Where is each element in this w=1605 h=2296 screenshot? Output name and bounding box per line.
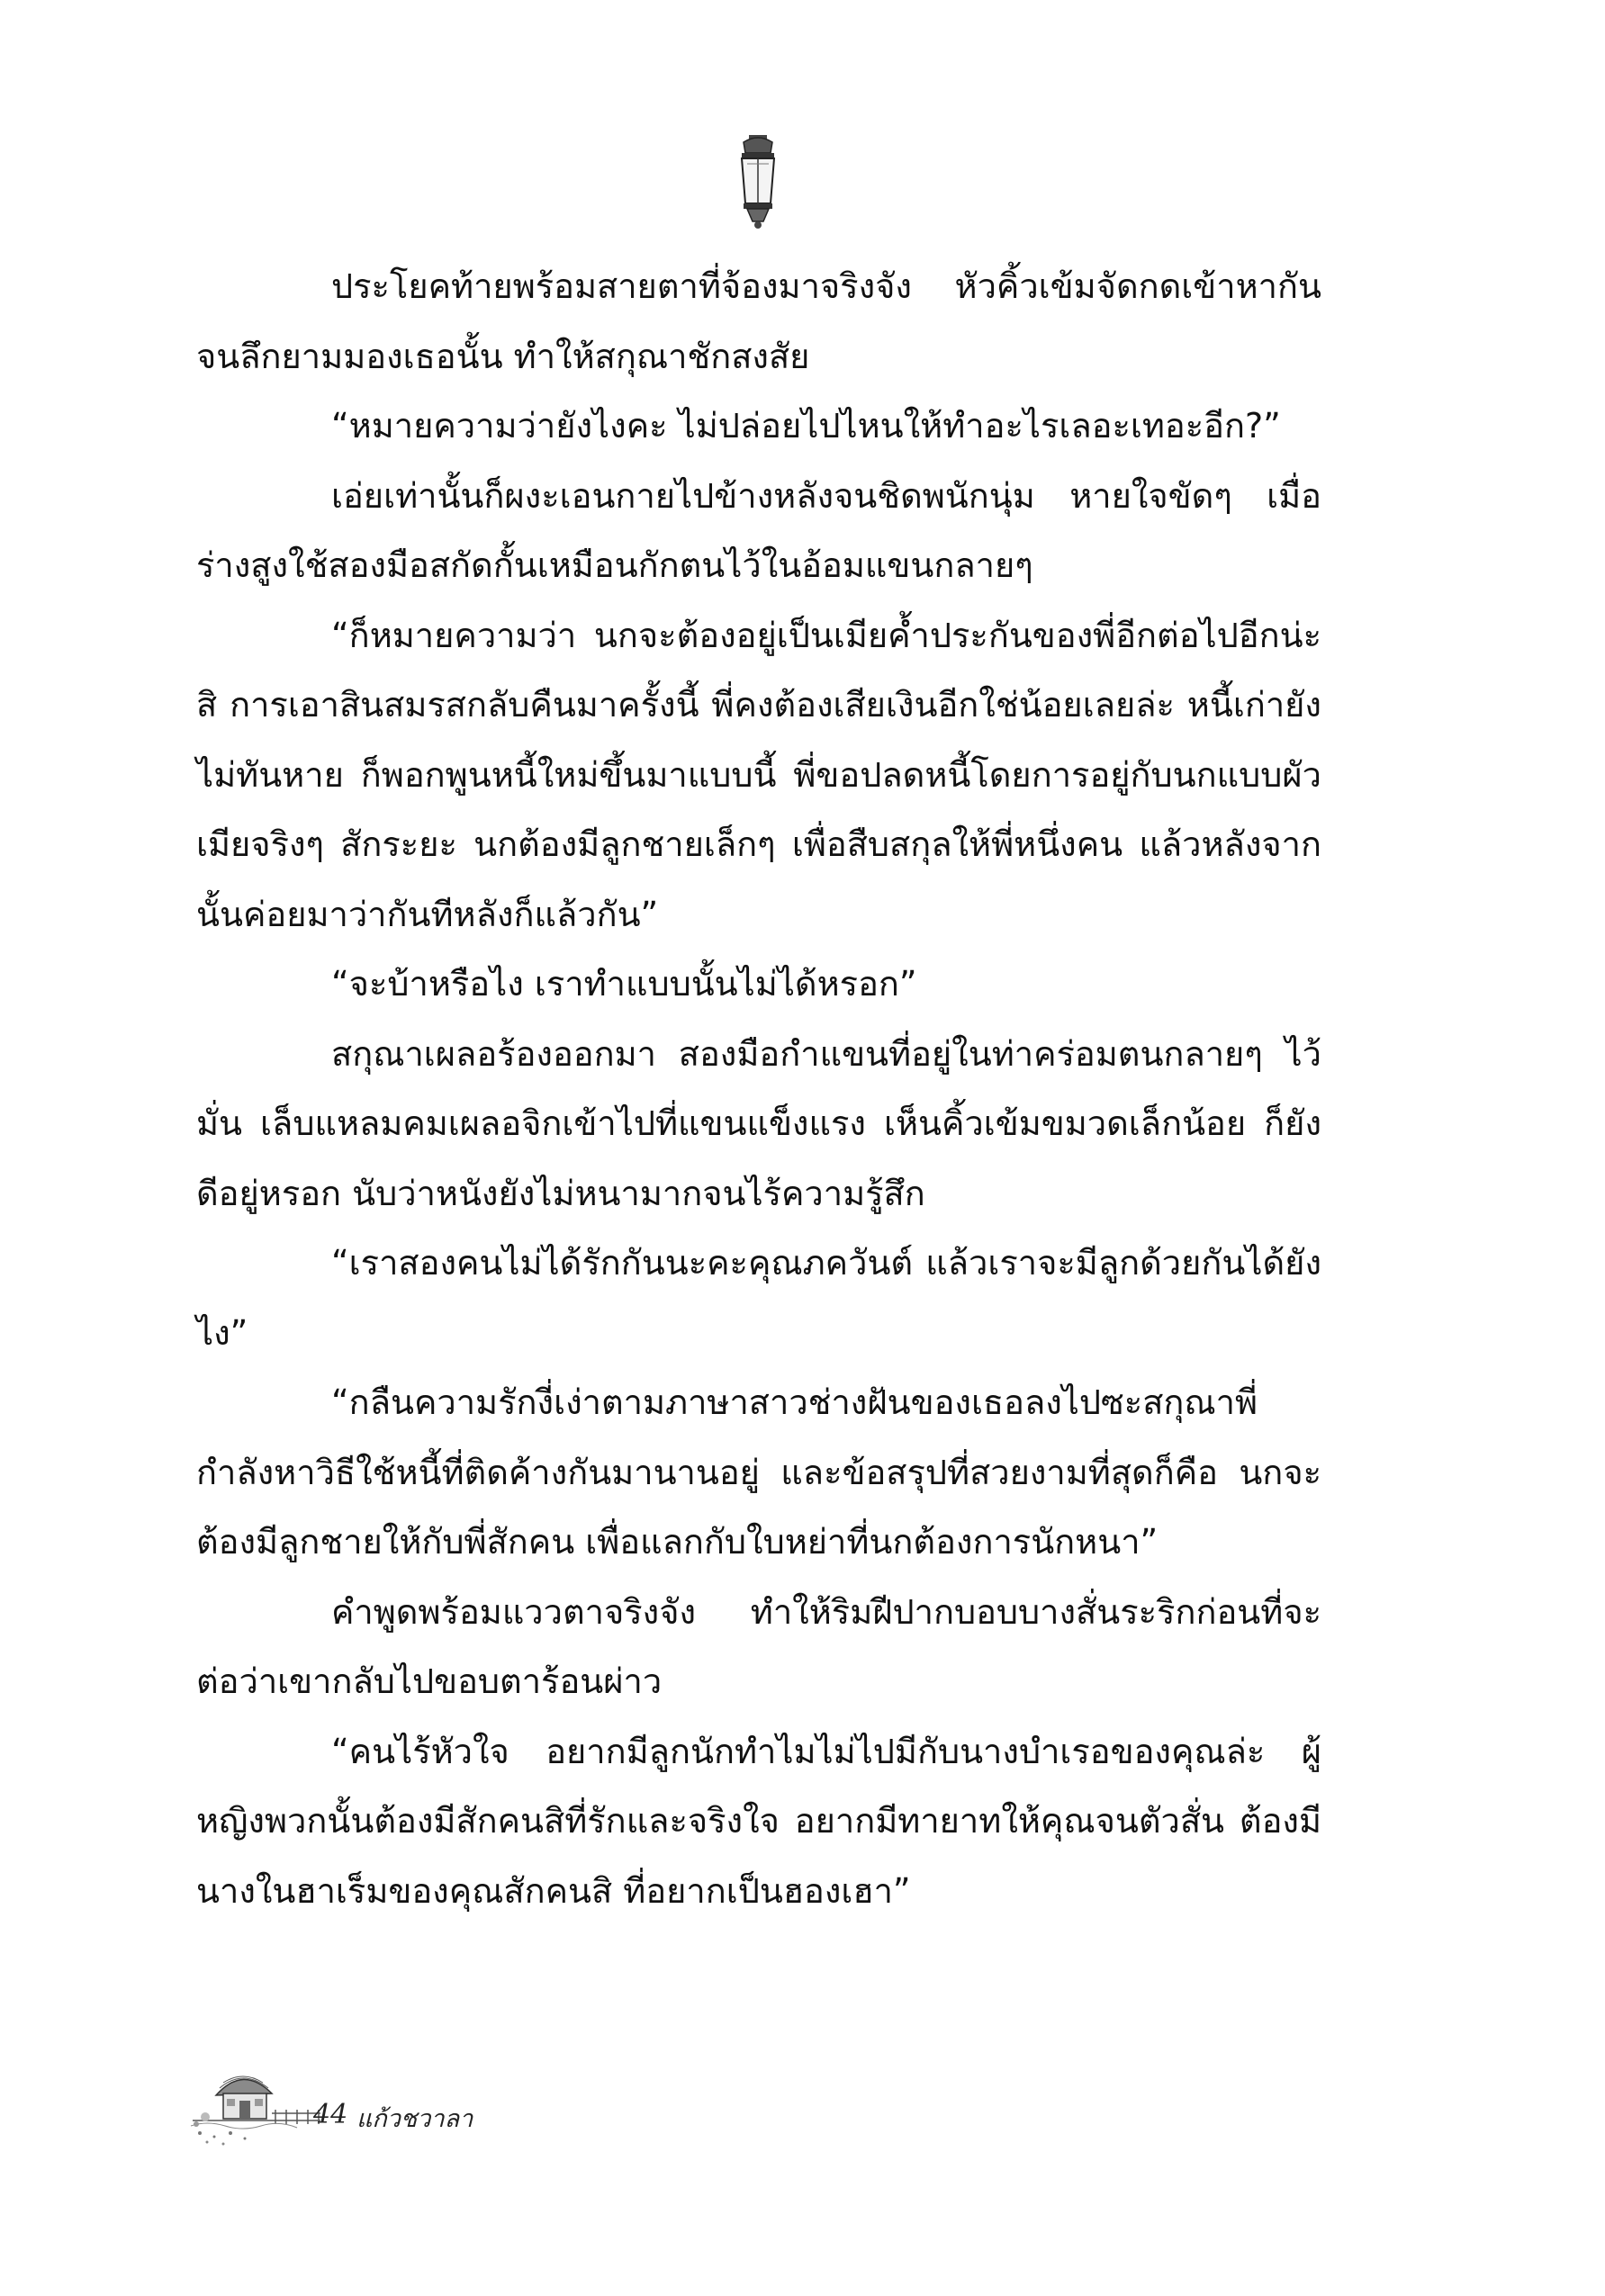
page-footer — [189, 2061, 567, 2151]
paragraph: “เราสองคนไม่ได้รักกันนะคะคุณภควันต์ แล้วเราจะมีลูกด้วยกันได้ยังไง” — [196, 1243, 1321, 1353]
book-title: แก้วชวาลา — [356, 2105, 473, 2133]
paragraph: “หมายความว่ายังไงคะ ไม่ปล่อยไปไหนให้ทำอะไรเลอะเทอะอีก?” — [331, 406, 1281, 446]
cottage-illustration-icon — [189, 2061, 324, 2147]
paragraph: “คนไร้หัวใจ อยากมีลูกนักทำไมไม่ไปมีกับนางบำเรอของคุณล่ะ ผู้หญิงพวกนั้นต้องมีสักคนสิที่รักและจริงใจ อยากมีทายาทให้คุณจนตัวสั่น ต้องมีนางในฮาเร็มของคุณสักคนสิ ที่อยากเป็นฮองเฮา” — [196, 1731, 1321, 1911]
lantern-ornament-icon — [731, 133, 785, 232]
paragraph: “กลืนความรักงี่เง่าตามภาษาสาวช่างฝันของเธอลงไปซะสกุณาพี่กำลังหาวิธีใช้หนี้ที่ติดค้างกันมานานอยู่ และข้อสรุปที่สวยงามที่สุดก็คือ นกจะต้องมีลูกชายให้กับพี่สักคน เพื่อแลกกับใบหย่าที่นกต้องการนักหนา” — [196, 1382, 1321, 1562]
paragraph: คำพูดพร้อมแววตาจริงจัง ทำให้ริมฝีปากบอบบางสั่นระริกก่อนที่จะต่อว่าเขากลับไปขอบตาร้อนผ่าว — [196, 1591, 1321, 1701]
paragraph: “ก็หมายความว่า นกจะต้องอยู่เป็นเมียค้ำประกันของพี่อีกต่อไปอีกน่ะสิ การเอาสินสมรสกลับคืนมาครั้งนี้ พี่คงต้องเสียเงินอีกใช่น้อยเลยล่ะ หนี้เก่ายังไม่ทันหาย ก็พอกพูนหนี้ใหม่ขึ้นมาแบบนี้ พี่ขอปลดหนี้โดยการอยู่กับนกแบบผัวเมียจริงๆ สักระยะ นกต้องมีลูกชายเล็กๆ เพื่อสืบสกุลให้พี่หนึ่งคน แล้วหลังจากนั้นค่อยมาว่ากันทีหลังก็แล้วกัน” — [196, 615, 1321, 934]
paragraph: “จะบ้าหรือไง เราทำแบบนั้นไม่ได้หรอก” — [331, 964, 917, 1004]
paragraph: สกุณาเผลอร้องออกมา สองมือกำแขนที่อยู่ในท่าคร่อมตนกลายๆ ไว้มั่น เล็บแหลมคมเผลอจิกเข้าไปที่แขนแข็งแรง เห็นคิ้วเข้มขมวดเล็กน้อย ก็ยังดีอยู่หรอก นับว่าหนังยังไม่หนามากจนไร้ความรู้สึก — [196, 1033, 1321, 1213]
page-number: 44 — [313, 2099, 348, 2130]
body-text — [196, 252, 1321, 1926]
paragraph: ประโยคท้ายพร้อมสายตาที่จ้องมาจริงจัง หัวคิ้วเข้มจัดกดเข้าหากันจนลึกยามมองเธอนั้น ทำให้สกุณาชักสงสัย — [196, 266, 1321, 376]
paragraph: เอ่ยเท่านั้นก็ผงะเอนกายไปข้างหลังจนชิดพนักนุ่ม หายใจขัดๆ เมื่อร่างสูงใช้สองมือสกัดกั้นเหมือนกักตนไว้ในอ้อมแขนกลายๆ — [196, 475, 1321, 585]
